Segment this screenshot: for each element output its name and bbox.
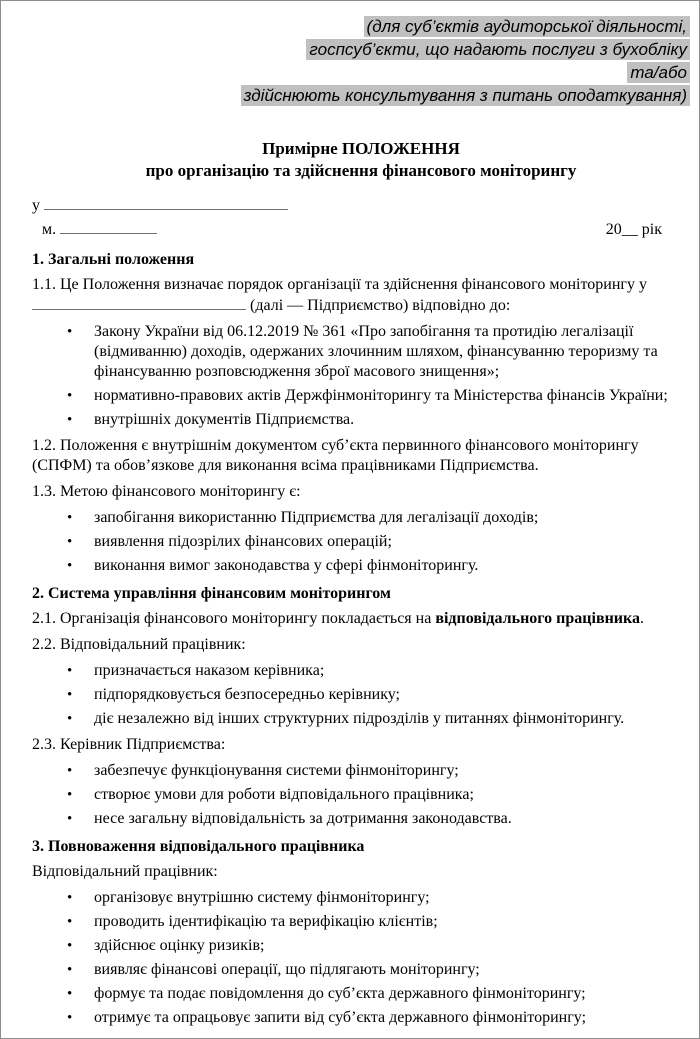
org-prefix: у xyxy=(32,197,40,214)
bullet-item: • діє незалежно від інших структурних підрозділів у питаннях фінмоніторингу. xyxy=(67,709,690,729)
bullet-item: • забезпечує функціонування системи фінмоніторингу; xyxy=(67,761,690,781)
bullet-item: • несе загальну відповідальність за дотримання законодавства. xyxy=(67,809,690,829)
bullet-item: • формує та подає повідомлення до суб’єкта державного фінмоніторингу; xyxy=(67,984,690,1004)
paragraph xyxy=(32,862,690,882)
header-note-line-4: здійснюють консультування з питань оподаткування) xyxy=(241,85,690,106)
city-blank-underline xyxy=(60,219,157,234)
bullet-item: • підпорядковується безпосередньо керівнику; xyxy=(67,685,690,705)
year-text: 20__ рік xyxy=(605,221,662,238)
header-note-line-3: та/або xyxy=(627,62,690,83)
bullet-list xyxy=(67,508,690,576)
text-run: 2.1. Організація фінансового моніторингу покладається на xyxy=(32,610,436,627)
text-run: (далі — Підприємство) відповідно до: xyxy=(246,297,511,314)
text-run: 2.3. Керівник Підприємства: xyxy=(32,736,226,753)
bullet-item: • внутрішніх документів Підприємства. xyxy=(67,410,690,430)
bullet-item: • виявлення підозрілих фінансових операцій; xyxy=(67,532,690,552)
bullet-item: • проводить ідентифікацію та верифікацію клієнтів; xyxy=(67,912,690,932)
bullet-item: • запобігання використанню Підприємства для легалізації доходів; xyxy=(67,508,690,528)
header-note-line-2: госпсуб’єкти, що надають послуги з бухобліку xyxy=(306,39,690,60)
bullet-item: • організовує внутрішню систему фінмоніторингу; xyxy=(67,888,690,908)
bullet-item: • виявляє фінансові операції, що підлягають моніторингу; xyxy=(67,960,690,980)
bullet-item: • створює умови для роботи відповідального працівника; xyxy=(67,785,690,805)
text-run: 1.2. Положення є внутрішнім документом суб’єкта первинного фінансового моніторингу (СПФМ) та обов’язкове для виконання всіма працівниками Підприємства. xyxy=(32,437,639,474)
city-year-line xyxy=(32,218,690,242)
city-blank-line xyxy=(42,218,157,242)
section-heading: 3. Повноваження відповідального працівника xyxy=(32,838,365,855)
organization-blank-underline xyxy=(44,195,288,210)
paragraph xyxy=(32,735,690,755)
bold-text-run: відповідального працівника xyxy=(435,610,640,627)
city-prefix: м. xyxy=(42,221,57,238)
document-body xyxy=(32,250,690,1028)
paragraph xyxy=(32,635,690,655)
bullet-list xyxy=(67,661,690,729)
bullet-list xyxy=(67,888,690,1028)
intro-block xyxy=(32,194,690,242)
header-note-line-1: (для суб’єктів аудиторської діяльності, xyxy=(364,16,690,37)
bullet-item: • призначається наказом керівника; xyxy=(67,661,690,681)
header-note xyxy=(32,15,690,107)
bullet-item: • отримує та опрацьовує запити від суб’єкта державного фінмоніторингу; xyxy=(67,1008,690,1028)
paragraph xyxy=(32,482,690,502)
section-heading: 2. Система управління фінансовим моніторингом xyxy=(32,585,391,602)
bullet-item: • Закону України від 06.12.2019 № 361 «Про запобігання та протидію легалізації (відмиванню) доходів, одержаних злочинним шляхом, фінансуванню тероризму та фінансуванню розповсюдження зброї масового знищення»; xyxy=(67,322,690,382)
text-run: 2.2. Відповідальний працівник: xyxy=(32,636,246,653)
title-line-1: Примірне ПОЛОЖЕННЯ xyxy=(262,139,460,158)
bullet-list xyxy=(67,761,690,829)
bullet-item: • здійснює оцінку ризиків; xyxy=(67,936,690,956)
bullet-item: • нормативно-правових актів Держфінмоніторингу та Міністерства фінансів України; xyxy=(67,386,690,406)
title-line-2: про організацію та здійснення фінансового моніторингу xyxy=(145,161,577,180)
text-run: 1.1. Це Положення визначає порядок організації та здійснення фінансового моніторингу у xyxy=(32,276,647,293)
paragraph xyxy=(32,436,690,476)
paragraph xyxy=(32,609,690,629)
text-run: . xyxy=(640,610,644,627)
bullet-item: • виконання вимог законодавства у сфері фінмоніторингу. xyxy=(67,556,690,576)
blank-underline xyxy=(32,295,246,310)
organization-blank-line xyxy=(32,194,690,218)
bullet-list xyxy=(67,322,690,430)
section-heading: 1. Загальні положення xyxy=(32,251,195,268)
text-run: Відповідальний працівник: xyxy=(32,863,218,880)
paragraph xyxy=(32,275,690,316)
text-run: 1.3. Метою фінансового моніторингу є: xyxy=(32,483,301,500)
document-title xyxy=(32,138,690,182)
